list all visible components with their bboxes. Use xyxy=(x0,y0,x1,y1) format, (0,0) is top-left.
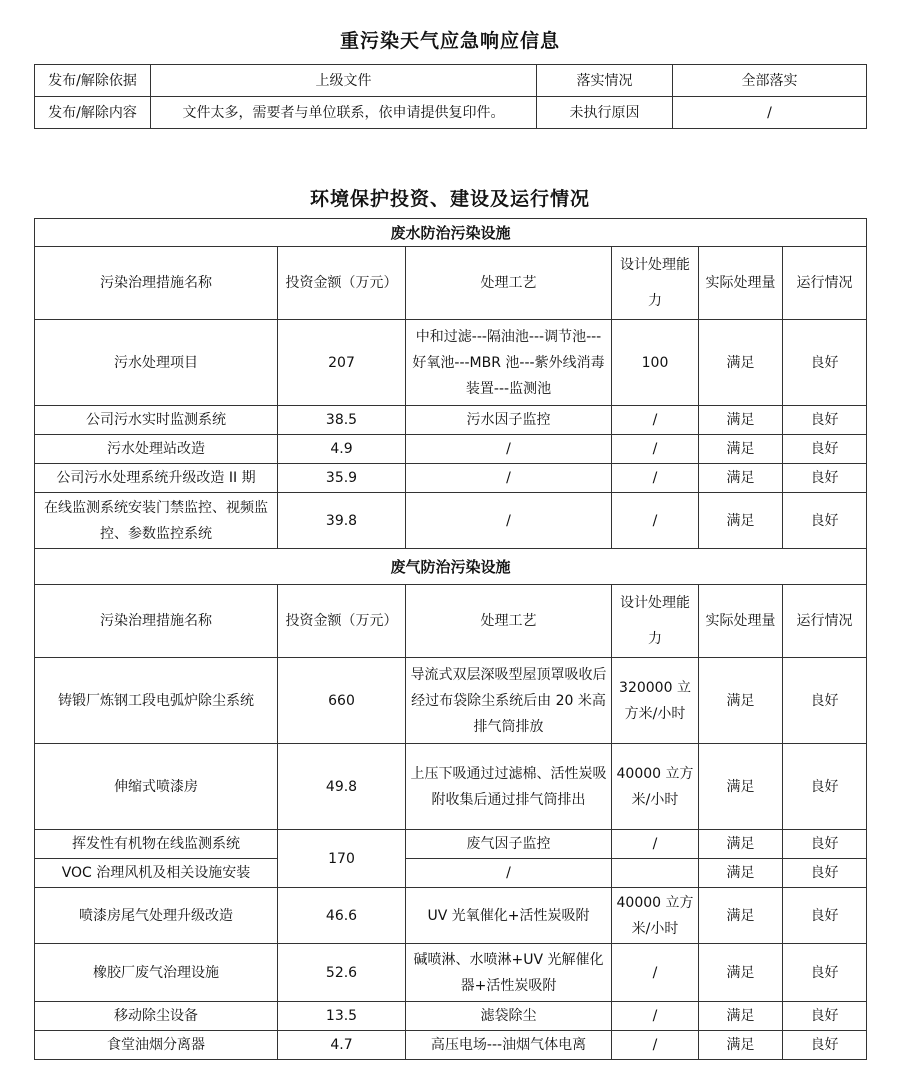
cell: / xyxy=(406,435,612,464)
cell: 良好 xyxy=(783,320,867,406)
cell: 40000 立方米/小时 xyxy=(612,744,699,830)
cell: / xyxy=(406,493,612,549)
header-row xyxy=(35,585,867,658)
cell: 良好 xyxy=(783,1002,867,1031)
column-header: 投资金额（万元） xyxy=(278,585,406,658)
table-row xyxy=(35,744,867,830)
column-header: 投资金额（万元） xyxy=(278,247,406,320)
cell: 食堂油烟分离器 xyxy=(35,1031,278,1060)
cell: 320000 立方米/小时 xyxy=(612,658,699,744)
cell: 35.9 xyxy=(278,464,406,493)
cell: 满足 xyxy=(699,493,783,549)
cell: 良好 xyxy=(783,744,867,830)
cell: VOC 治理风机及相关设施安装 xyxy=(35,859,278,888)
column-header: 污染治理措施名称 xyxy=(35,585,278,658)
cell: 满足 xyxy=(699,1031,783,1060)
cell: 100 xyxy=(612,320,699,406)
cell: 39.8 xyxy=(278,493,406,549)
header-row xyxy=(35,247,867,320)
cell: 高压电场---油烟气体电离 xyxy=(406,1031,612,1060)
value-cell: / xyxy=(673,97,867,129)
environmental-facilities-table xyxy=(34,218,867,1060)
label-cell: 未执行原因 xyxy=(537,97,673,129)
column-header: 处理工艺 xyxy=(406,585,612,658)
cell: 660 xyxy=(278,658,406,744)
cell: 上压下吸通过过滤棉、活性炭吸附收集后通过排气筒排出 xyxy=(406,744,612,830)
cell: 废气因子监控 xyxy=(406,830,612,859)
cell: 4.9 xyxy=(278,435,406,464)
cell: / xyxy=(612,830,699,859)
cell: 污水处理站改造 xyxy=(35,435,278,464)
label-cell: 发布/解除内容 xyxy=(35,97,151,129)
cell: 良好 xyxy=(783,859,867,888)
cell: 满足 xyxy=(699,1002,783,1031)
column-header: 污染治理措施名称 xyxy=(35,247,278,320)
column-header: 实际处理量 xyxy=(699,247,783,320)
column-header: 处理工艺 xyxy=(406,247,612,320)
cell: 铸锻厂炼钢工段电弧炉除尘系统 xyxy=(35,658,278,744)
cell: 污水处理项目 xyxy=(35,320,278,406)
cell: UV 光氧催化+活性炭吸附 xyxy=(406,888,612,944)
cell: / xyxy=(612,1002,699,1031)
cell: / xyxy=(612,493,699,549)
cell: 良好 xyxy=(783,944,867,1002)
label-cell: 发布/解除依据 xyxy=(35,65,151,97)
cell: 橡胶厂废气治理设施 xyxy=(35,944,278,1002)
table-row xyxy=(35,65,867,97)
cell: 4.7 xyxy=(278,1031,406,1060)
cell: 满足 xyxy=(699,406,783,435)
cell: / xyxy=(406,464,612,493)
cell: 喷漆房尾气处理升级改造 xyxy=(35,888,278,944)
cell: 良好 xyxy=(783,888,867,944)
value-cell: 上级文件 xyxy=(151,65,537,97)
page-title: 重污染天气应急响应信息 xyxy=(339,30,560,52)
section-heading: 废气防治污染设施 xyxy=(35,549,867,585)
table-row xyxy=(35,830,867,859)
cell: 良好 xyxy=(783,435,867,464)
column-header: 设计处理能力 xyxy=(612,247,699,320)
table-row xyxy=(35,406,867,435)
cell: 38.5 xyxy=(278,406,406,435)
cell: / xyxy=(612,435,699,464)
cell: 满足 xyxy=(699,944,783,1002)
cell: / xyxy=(612,1031,699,1060)
cell: 13.5 xyxy=(278,1002,406,1031)
cell: 导流式双层深吸型屋顶罩吸收后经过布袋除尘系统后由 20 米高排气筒排放 xyxy=(406,658,612,744)
cell: 良好 xyxy=(783,658,867,744)
cell: / xyxy=(612,464,699,493)
cell: 满足 xyxy=(699,658,783,744)
table-row xyxy=(35,658,867,744)
cell: 良好 xyxy=(783,1031,867,1060)
cell: 移动除尘设备 xyxy=(35,1002,278,1031)
table-row xyxy=(35,464,867,493)
cell: 在线监测系统安装门禁监控、视频监控、参数监控系统 xyxy=(35,493,278,549)
cell: 满足 xyxy=(699,859,783,888)
cell: 碱喷淋、水喷淋+UV 光解催化器+活性炭吸附 xyxy=(406,944,612,1002)
table-row xyxy=(35,320,867,406)
column-header: 设计处理能力 xyxy=(612,585,699,658)
table-row xyxy=(35,1002,867,1031)
column-header: 实际处理量 xyxy=(699,585,783,658)
emergency-info-table xyxy=(34,64,867,129)
column-header: 运行情况 xyxy=(783,585,867,658)
cell: 40000 立方米/小时 xyxy=(612,888,699,944)
cell: 满足 xyxy=(699,830,783,859)
cell: 46.6 xyxy=(278,888,406,944)
table-row xyxy=(35,435,867,464)
cell: 中和过滤---隔油池---调节池---好氧池---MBR 池---紫外线消毒装置---监测池 xyxy=(406,320,612,406)
merged-cell: 170 xyxy=(278,830,406,888)
cell: / xyxy=(612,406,699,435)
section-title: 环境保护投资、建设及运行情况 xyxy=(309,188,590,210)
table-row xyxy=(35,859,867,888)
value-cell: 全部落实 xyxy=(673,65,867,97)
cell: 满足 xyxy=(699,888,783,944)
column-header: 运行情况 xyxy=(783,247,867,320)
label-cell: 落实情况 xyxy=(537,65,673,97)
cell: 满足 xyxy=(699,320,783,406)
cell: 良好 xyxy=(783,493,867,549)
cell: 公司污水实时监测系统 xyxy=(35,406,278,435)
cell: 52.6 xyxy=(278,944,406,1002)
table-row xyxy=(35,1031,867,1060)
section-heading: 废水防治污染设施 xyxy=(35,219,867,247)
cell: 良好 xyxy=(783,406,867,435)
cell: 滤袋除尘 xyxy=(406,1002,612,1031)
cell: 满足 xyxy=(699,744,783,830)
section-row xyxy=(35,219,867,247)
cell: / xyxy=(406,859,612,888)
table-row xyxy=(35,888,867,944)
table-row xyxy=(35,493,867,549)
cell: 公司污水处理系统升级改造 II 期 xyxy=(35,464,278,493)
cell: 良好 xyxy=(783,464,867,493)
cell: 满足 xyxy=(699,464,783,493)
cell: 49.8 xyxy=(278,744,406,830)
cell xyxy=(612,859,699,888)
section-row xyxy=(35,549,867,585)
cell: 207 xyxy=(278,320,406,406)
table-row xyxy=(35,944,867,1002)
table-row xyxy=(35,97,867,129)
value-cell: 文件太多，需要者与单位联系，依申请提供复印件。 xyxy=(151,97,537,129)
cell: 污水因子监控 xyxy=(406,406,612,435)
cell: 伸缩式喷漆房 xyxy=(35,744,278,830)
cell: 满足 xyxy=(699,435,783,464)
cell: 挥发性有机物在线监测系统 xyxy=(35,830,278,859)
cell: 良好 xyxy=(783,830,867,859)
cell: / xyxy=(612,944,699,1002)
